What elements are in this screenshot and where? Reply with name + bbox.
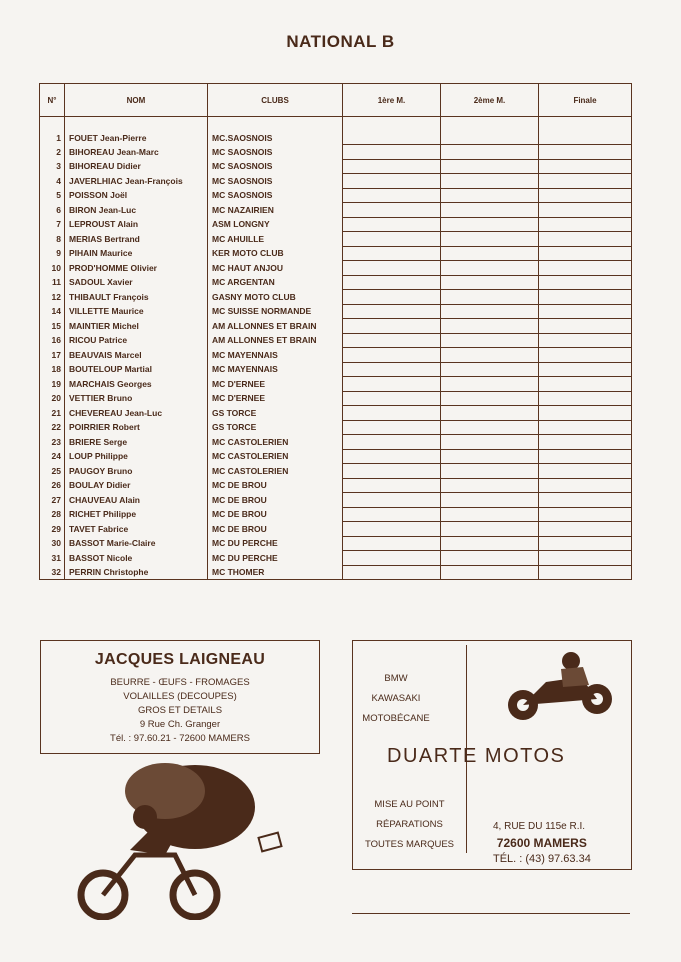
rider-club: MC DE BROU — [208, 493, 343, 508]
brand-item: MOTOBÉCANE — [362, 713, 430, 724]
row-number: 27 — [40, 493, 65, 508]
header-num: N° — [40, 84, 65, 117]
rider-club: MC AHUILLE — [208, 232, 343, 247]
score-manche-1 — [343, 275, 441, 290]
table-row — [40, 246, 632, 261]
rider-name: MARCHAIS Georges — [65, 377, 208, 392]
row-number: 32 — [40, 565, 65, 580]
score-manche-1 — [343, 159, 441, 174]
row-number: 20 — [40, 391, 65, 406]
page-title: NATIONAL B — [286, 32, 395, 51]
score-manche-2 — [441, 261, 539, 276]
rider-name: BEAUVAIS Marcel — [65, 348, 208, 363]
advert-phone: Tél. : 97.60.21 - 72600 MAMERS — [110, 733, 250, 744]
score-manche-1 — [343, 435, 441, 450]
score-manche-2 — [441, 159, 539, 174]
score-finale — [539, 377, 632, 392]
dealer-address — [493, 819, 591, 867]
rider-name: PROD'HOMME Olivier — [65, 261, 208, 276]
rider-name: PERRIN Christophe — [65, 565, 208, 580]
score-manche-1 — [343, 406, 441, 421]
advert-line: GROS ET DETAILS — [137, 705, 223, 716]
row-number: 10 — [40, 261, 65, 276]
row-number: 9 — [40, 246, 65, 261]
score-manche-1 — [343, 536, 441, 551]
rider-club: MC DE BROU — [208, 507, 343, 522]
rider-club: MC DE BROU — [208, 478, 343, 493]
score-finale — [539, 362, 632, 377]
score-manche-2 — [441, 188, 539, 203]
service-item: RÉPARATIONS — [376, 819, 443, 830]
table-row — [40, 435, 632, 450]
rider-club: MC.SAOSNOIS — [208, 131, 343, 145]
row-number: 2 — [40, 145, 65, 160]
row-number: 8 — [40, 232, 65, 247]
score-finale — [539, 420, 632, 435]
table-row — [40, 217, 632, 232]
row-number: 5 — [40, 188, 65, 203]
table-row — [40, 507, 632, 522]
score-finale — [539, 261, 632, 276]
score-manche-2 — [441, 391, 539, 406]
row-number: 11 — [40, 275, 65, 290]
service-list — [353, 795, 466, 855]
row-number: 25 — [40, 464, 65, 479]
score-finale — [539, 145, 632, 160]
score-finale — [539, 203, 632, 218]
rider-club: MC DU PERCHE — [208, 536, 343, 551]
table-row — [40, 377, 632, 392]
header-finale: Finale — [539, 84, 632, 117]
table-row — [40, 304, 632, 319]
service-item: MISE AU POINT — [374, 799, 445, 810]
score-manche-2 — [441, 246, 539, 261]
rider-name: THIBAULT François — [65, 290, 208, 305]
rider-club: MC DE BROU — [208, 522, 343, 537]
rider-name: POISSON Joël — [65, 188, 208, 203]
row-number: 19 — [40, 377, 65, 392]
table-row — [40, 536, 632, 551]
score-manche-2 — [441, 507, 539, 522]
rider-club: MC THOMER — [208, 565, 343, 580]
row-number: 28 — [40, 507, 65, 522]
bottom-divider — [352, 913, 630, 914]
table-row — [40, 159, 632, 174]
rider-club: MC ARGENTAN — [208, 275, 343, 290]
score-manche-1 — [343, 246, 441, 261]
score-finale — [539, 174, 632, 189]
row-number: 24 — [40, 449, 65, 464]
table-row — [40, 565, 632, 580]
header-clubs: CLUBS — [208, 84, 343, 117]
score-finale — [539, 464, 632, 479]
table-row — [40, 232, 632, 247]
score-manche-2 — [441, 348, 539, 363]
score-manche-1 — [343, 478, 441, 493]
score-manche-1 — [343, 493, 441, 508]
rider-club: MC SAOSNOIS — [208, 174, 343, 189]
score-finale — [539, 131, 632, 145]
table-header-row — [40, 84, 632, 117]
row-number: 1 — [40, 131, 65, 145]
score-finale — [539, 449, 632, 464]
score-finale — [539, 478, 632, 493]
score-manche-1 — [343, 203, 441, 218]
score-manche-2 — [441, 232, 539, 247]
rider-club: MC MAYENNAIS — [208, 348, 343, 363]
table-row — [40, 319, 632, 334]
score-manche-2 — [441, 522, 539, 537]
score-manche-1 — [343, 449, 441, 464]
rider-club: MC CASTOLERIEN — [208, 449, 343, 464]
score-finale — [539, 551, 632, 566]
table-row — [40, 188, 632, 203]
rider-club: MC D'ERNEE — [208, 391, 343, 406]
score-finale — [539, 493, 632, 508]
score-manche-2 — [441, 319, 539, 334]
score-manche-1 — [343, 551, 441, 566]
table-row — [40, 290, 632, 305]
laigneau-advert — [40, 640, 320, 754]
rider-club: MC SUISSE NORMANDE — [208, 304, 343, 319]
table-row — [40, 406, 632, 421]
score-manche-1 — [343, 522, 441, 537]
rider-name: BOULAY Didier — [65, 478, 208, 493]
rider-name: RICHET Philippe — [65, 507, 208, 522]
row-number: 31 — [40, 551, 65, 566]
city: 72600 MAMERS — [496, 836, 587, 850]
score-manche-1 — [343, 261, 441, 276]
row-number: 7 — [40, 217, 65, 232]
score-finale — [539, 435, 632, 450]
row-number: 4 — [40, 174, 65, 189]
score-manche-1 — [343, 391, 441, 406]
table-row — [40, 261, 632, 276]
row-number: 16 — [40, 333, 65, 348]
score-finale — [539, 217, 632, 232]
score-manche-1 — [343, 333, 441, 348]
rider-club: MC SAOSNOIS — [208, 145, 343, 160]
rider-club: MC SAOSNOIS — [208, 159, 343, 174]
brand-item: KAWASAKI — [371, 693, 421, 704]
rider-club: MC MAYENNAIS — [208, 362, 343, 377]
score-manche-1 — [343, 565, 441, 580]
row-number: 6 — [40, 203, 65, 218]
brand-list — [353, 669, 439, 729]
score-manche-2 — [441, 536, 539, 551]
score-manche-1 — [343, 464, 441, 479]
score-finale — [539, 507, 632, 522]
table-row — [40, 174, 632, 189]
score-manche-2 — [441, 362, 539, 377]
score-manche-2 — [441, 145, 539, 160]
table-row — [40, 522, 632, 537]
rider-name: BOUTELOUP Martial — [65, 362, 208, 377]
score-manche-2 — [441, 333, 539, 348]
row-number: 3 — [40, 159, 65, 174]
rider-name: BIHOREAU Didier — [65, 159, 208, 174]
score-manche-2 — [441, 131, 539, 145]
row-number: 30 — [40, 536, 65, 551]
rider-name: BIRON Jean-Luc — [65, 203, 208, 218]
spacer-row — [40, 117, 632, 131]
rider-club: GASNY MOTO CLUB — [208, 290, 343, 305]
table-row — [40, 493, 632, 508]
header-manche-2: 2ème M. — [441, 84, 539, 117]
score-finale — [539, 333, 632, 348]
rider-name: PAUGOY Bruno — [65, 464, 208, 479]
score-finale — [539, 275, 632, 290]
table-row — [40, 362, 632, 377]
rider-name: MERIAS Bertrand — [65, 232, 208, 247]
rider-name: JAVERLHIAC Jean-François — [65, 174, 208, 189]
row-number: 15 — [40, 319, 65, 334]
score-finale — [539, 348, 632, 363]
score-finale — [539, 406, 632, 421]
brand-item: BMW — [384, 673, 408, 684]
header-nom: NOM — [65, 84, 208, 117]
rider-name: RICOU Patrice — [65, 333, 208, 348]
table-row — [40, 449, 632, 464]
rider-name: BIHOREAU Jean-Marc — [65, 145, 208, 160]
score-manche-2 — [441, 217, 539, 232]
advertiser-name: JACQUES LAIGNEAU — [94, 651, 266, 668]
rider-name: CHAUVEAU Alain — [65, 493, 208, 508]
score-finale — [539, 290, 632, 305]
score-finale — [539, 159, 632, 174]
rider-club: AM ALLONNES ET BRAIN — [208, 333, 343, 348]
row-number: 23 — [40, 435, 65, 450]
score-manche-1 — [343, 145, 441, 160]
table-row — [40, 420, 632, 435]
motorcycle-icon — [501, 647, 619, 725]
score-manche-1 — [343, 362, 441, 377]
table-row — [40, 478, 632, 493]
score-manche-1 — [343, 174, 441, 189]
duarte-advert — [352, 640, 632, 870]
rider-name: BASSOT Marie-Claire — [65, 536, 208, 551]
rider-name: MAINTIER Michel — [65, 319, 208, 334]
score-manche-2 — [441, 493, 539, 508]
score-manche-1 — [343, 507, 441, 522]
rider-club: MC CASTOLERIEN — [208, 435, 343, 450]
score-manche-1 — [343, 232, 441, 247]
score-manche-2 — [441, 420, 539, 435]
score-finale — [539, 232, 632, 247]
rider-club: MC DU PERCHE — [208, 551, 343, 566]
dealer-name: DUARTE MOTOS — [387, 745, 566, 767]
rider-name: LOUP Philippe — [65, 449, 208, 464]
rider-name: VETTIER Bruno — [65, 391, 208, 406]
table-row — [40, 348, 632, 363]
rider-club: AM ALLONNES ET BRAIN — [208, 319, 343, 334]
score-manche-1 — [343, 188, 441, 203]
score-finale — [539, 522, 632, 537]
score-manche-2 — [441, 174, 539, 189]
table-row — [40, 131, 632, 145]
service-item: TOUTES MARQUES — [364, 839, 455, 850]
score-manche-2 — [441, 290, 539, 305]
score-finale — [539, 391, 632, 406]
table-row — [40, 275, 632, 290]
row-number: 17 — [40, 348, 65, 363]
score-manche-1 — [343, 217, 441, 232]
score-finale — [539, 188, 632, 203]
score-manche-2 — [441, 449, 539, 464]
row-number: 26 — [40, 478, 65, 493]
rider-name: BASSOT Nicole — [65, 551, 208, 566]
rider-illustration — [45, 755, 285, 920]
score-manche-2 — [441, 478, 539, 493]
score-manche-1 — [343, 319, 441, 334]
table-row — [40, 391, 632, 406]
rider-club: MC D'ERNEE — [208, 377, 343, 392]
results-table — [39, 83, 632, 580]
score-manche-2 — [441, 464, 539, 479]
score-manche-1 — [343, 377, 441, 392]
advert-line: BEURRE - ŒUFS - FROMAGES — [110, 677, 250, 688]
row-number: 22 — [40, 420, 65, 435]
row-number: 14 — [40, 304, 65, 319]
rider-name: FOUET Jean-Pierre — [65, 131, 208, 145]
score-manche-1 — [343, 131, 441, 145]
rider-name: PIHAIN Maurice — [65, 246, 208, 261]
score-finale — [539, 304, 632, 319]
score-manche-2 — [441, 406, 539, 421]
rider-name: CHEVEREAU Jean-Luc — [65, 406, 208, 421]
row-number: 12 — [40, 290, 65, 305]
score-manche-2 — [441, 203, 539, 218]
score-manche-1 — [343, 348, 441, 363]
rider-club: GS TORCE — [208, 406, 343, 421]
rider-name: TAVET Fabrice — [65, 522, 208, 537]
rider-name: POIRRIER Robert — [65, 420, 208, 435]
header-manche-1: 1ère M. — [343, 84, 441, 117]
score-manche-2 — [441, 275, 539, 290]
rider-club: KER MOTO CLUB — [208, 246, 343, 261]
street: 4, RUE DU 115e R.I. — [493, 821, 586, 832]
score-manche-2 — [441, 304, 539, 319]
row-number: 18 — [40, 362, 65, 377]
score-finale — [539, 319, 632, 334]
phone: TÉL. : (43) 97.63.34 — [493, 853, 591, 865]
rider-club: MC NAZAIRIEN — [208, 203, 343, 218]
score-manche-2 — [441, 565, 539, 580]
rider-name: VILLETTE Maurice — [65, 304, 208, 319]
rider-club: GS TORCE — [208, 420, 343, 435]
rider-club: MC HAUT ANJOU — [208, 261, 343, 276]
table-row — [40, 145, 632, 160]
table-row — [40, 203, 632, 218]
rider-name: BRIERE Serge — [65, 435, 208, 450]
rider-club: ASM LONGNY — [208, 217, 343, 232]
table-row — [40, 464, 632, 479]
row-number: 29 — [40, 522, 65, 537]
rider-club: MC SAOSNOIS — [208, 188, 343, 203]
table-row — [40, 551, 632, 566]
score-finale — [539, 565, 632, 580]
table-row — [40, 333, 632, 348]
score-manche-1 — [343, 420, 441, 435]
rider-name: LEPROUST Alain — [65, 217, 208, 232]
score-finale — [539, 246, 632, 261]
score-finale — [539, 536, 632, 551]
score-manche-1 — [343, 290, 441, 305]
score-manche-1 — [343, 304, 441, 319]
score-manche-2 — [441, 377, 539, 392]
rider-club: MC CASTOLERIEN — [208, 464, 343, 479]
score-manche-2 — [441, 551, 539, 566]
rider-name: SADOUL Xavier — [65, 275, 208, 290]
score-manche-2 — [441, 435, 539, 450]
advert-line: VOLAILLES (DECOUPES) — [123, 691, 237, 702]
row-number: 21 — [40, 406, 65, 421]
advert-address: 9 Rue Ch. Granger — [139, 719, 221, 730]
